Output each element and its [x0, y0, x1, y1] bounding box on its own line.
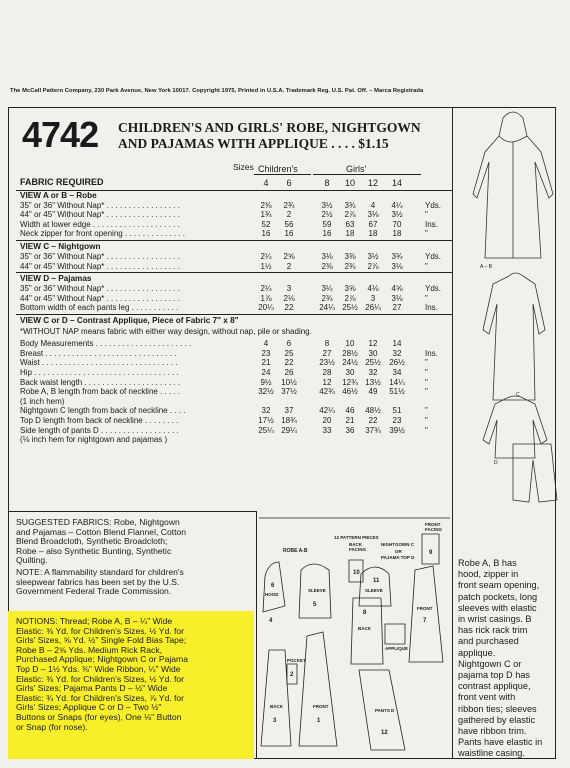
size-column-header: 10	[344, 178, 355, 188]
row-label: Bottom width of each pants leg . . . . . . . . . . .	[20, 303, 179, 313]
notions-line: Girls' Sizes; Pajama Pants D – ½" Wide	[16, 683, 168, 694]
view-c-label: C	[516, 392, 520, 398]
row-label: *WITHOUT NAP means fabric with either way design, without nap, pile or shading.	[20, 327, 312, 337]
table-cell: 63	[345, 219, 355, 229]
table-cell: 4	[263, 339, 269, 349]
notions-line: Girls' Sizes; Applique C or D – Two ½"	[16, 702, 162, 713]
table-cell: 26½	[389, 358, 405, 368]
table-cell: 12	[368, 339, 378, 349]
description-line: pajama top D has	[458, 670, 531, 681]
table-cell: 27	[392, 303, 402, 313]
table-cell: 32	[392, 348, 402, 358]
front-label: FRONT	[313, 704, 329, 709]
table-cell: 16	[261, 229, 271, 239]
table-cell: 25¼	[258, 425, 274, 435]
view-ab-label: A – B	[480, 264, 492, 270]
description-line: patch pockets, long	[458, 591, 538, 602]
table-cell: 10	[345, 339, 355, 349]
pajama-top-pieces-label: PAJAMA TOP D	[381, 555, 415, 560]
table-cell: 49	[368, 387, 378, 397]
nightgown-back-piece	[351, 598, 383, 664]
table-cell: 3½	[321, 201, 333, 210]
description-line: Nightgown C or	[458, 658, 522, 669]
back-piece	[261, 650, 294, 746]
table-cell: 2¼	[260, 252, 272, 262]
row-label: Waist . . . . . . . . . . . . . . . . . . . . . . . . . . . . . . .	[20, 358, 178, 368]
table-cell: 51	[392, 406, 402, 416]
description-line: front seam opening,	[458, 580, 540, 591]
description-line: waistline casing.	[458, 748, 525, 759]
table-cell: 28	[322, 367, 332, 377]
pattern-title	[118, 120, 448, 152]
size-column-header: 14	[391, 178, 402, 188]
section-rule	[16, 240, 452, 241]
table-cell: 39½	[389, 425, 405, 435]
row-unit: "	[425, 229, 428, 239]
row-label: 44" or 45" Without Nap* . . . . . . . . . . . . . . . . .	[20, 210, 180, 220]
table-cell: 32½	[258, 387, 274, 397]
row-label: Side length of pants D . . . . . . . . . . . . . . . . . .	[20, 425, 179, 435]
notions-line: Girls' Sizes, ⅝ Yd. ½" Single Fold Bias Tape;	[16, 635, 187, 646]
row-unit: "	[425, 377, 428, 387]
table-cell: 21	[261, 358, 271, 368]
table-cell: 21	[345, 415, 355, 425]
row-label: Neck zipper for front opening . . . . . . . . . . . . . .	[20, 229, 185, 239]
applique-label: APPLIQUE	[385, 646, 409, 651]
table-cell: 3	[286, 284, 292, 294]
table-cell: 23½	[319, 358, 335, 368]
table-cell: 2¾	[283, 201, 295, 210]
table-cell: 18	[392, 229, 402, 239]
size-column-header: 4	[263, 178, 269, 188]
table-cell: 22	[368, 415, 378, 425]
table-cell: 2⅛	[283, 293, 295, 303]
table-cell: 1⅞	[260, 293, 272, 303]
right-column-divider-lower	[452, 511, 453, 759]
pattern-pieces-diagram	[257, 514, 452, 759]
table-cell: 24½	[342, 358, 358, 368]
table-cell: 33	[322, 425, 332, 435]
description-line: in wrist casings. B	[458, 614, 532, 625]
pattern-number: 4742	[22, 114, 99, 155]
description-line: contrast applique,	[458, 681, 531, 692]
row-unit: Ins.	[425, 219, 438, 229]
or-label: OR	[395, 549, 402, 554]
piece-number: 11	[373, 578, 380, 584]
table-cell: 3⅝	[344, 284, 356, 294]
description-line: sleeves with elastic	[458, 602, 537, 613]
row-label: Breast . . . . . . . . . . . . . . . . . . . . . . . . . . . . . .	[20, 348, 177, 358]
table-cell: 23	[261, 348, 271, 358]
lower-left-top-rule	[8, 511, 256, 512]
row-unit: "	[425, 406, 428, 416]
table-cell: 2¾	[321, 293, 333, 303]
front-facing-piece	[422, 534, 439, 564]
description-line: have ribbon trim.	[458, 726, 527, 737]
table-cell: 20	[322, 415, 332, 425]
piece-number: 5	[313, 602, 317, 608]
table-cell: 2⅜	[260, 201, 272, 210]
suggested-fabrics-line: Quilting.	[16, 555, 48, 566]
table-cell: 37	[284, 406, 294, 416]
row-label: (1 inch hem)	[20, 396, 65, 406]
row-unit: Ins.	[425, 348, 438, 358]
table-cell: 32	[261, 406, 271, 416]
table-cell: 3	[370, 293, 376, 303]
notions-line: Robe B – 2⅝ Yds. Medium Rick Rack,	[16, 644, 162, 655]
size-column-header: 12	[367, 178, 378, 188]
table-cell: 18	[345, 229, 355, 239]
suggested-fabrics-line: and Pajamas – Cotton Blend Flannel, Cotton	[16, 526, 187, 537]
table-cell: 4¼	[391, 201, 403, 210]
suggested-fabrics	[16, 518, 256, 566]
table-cell: 24¼	[319, 303, 335, 313]
table-cell: 22	[284, 303, 294, 313]
row-label: 44" or 45" Without Nap* . . . . . . . . . . . . . . . . .	[20, 261, 180, 271]
table-cell: 4⅝	[391, 284, 403, 294]
piece-number: 12	[381, 730, 388, 736]
table-cell: 25½	[365, 358, 381, 368]
garment-description	[458, 558, 558, 760]
notions-panel	[8, 611, 254, 759]
table-cell: 34	[392, 367, 402, 377]
description-line: ribbon ties; sleeves	[458, 703, 537, 714]
table-cell: 23	[392, 415, 402, 425]
suggested-fabrics-line: Robe – also Synthetic Bunting, Synthetic	[16, 545, 172, 556]
table-cell: 27	[322, 348, 332, 358]
piece-number: 1	[317, 718, 321, 724]
nightgown-pieces-label: NIGHTGOWN C	[381, 542, 414, 547]
piece-number: 6	[271, 583, 275, 589]
piece-number: 7	[423, 618, 427, 624]
table-cell: 30	[368, 348, 378, 358]
suggested-fabrics-line: Blend Broadcloth, Synthetic Broadcloth;	[16, 536, 168, 547]
row-unit: "	[425, 425, 428, 435]
childrens-label: Children's	[258, 164, 298, 174]
row-label: 35" or 36" Without Nap* . . . . . . . . . . . . . . . . .	[20, 201, 180, 210]
back-label: BACK	[270, 704, 283, 709]
row-label: VIEW C – Nightgown	[20, 242, 101, 252]
view-d-label: D	[494, 460, 498, 466]
pants-label: PANTS D	[375, 708, 395, 713]
table-cell: 51½	[389, 387, 405, 397]
table-cell: 12	[322, 377, 332, 387]
table-cell: 59	[322, 219, 332, 229]
notions-line: Elastic: ⅜ Yd. for Children's Sizes, ½ Yd. for	[16, 625, 185, 636]
table-cell: 2	[286, 210, 292, 220]
table-cell: 14	[392, 339, 402, 349]
row-unit: "	[425, 415, 428, 425]
table-cell: 2½	[321, 210, 333, 220]
row-label: Top D length from back of neckline . . . . . . . .	[20, 415, 179, 425]
table-cell: 2¾	[344, 261, 356, 271]
description-line: and purchased	[458, 636, 519, 647]
description-line: has rick rack trim	[458, 625, 528, 636]
description-line: Robe A, B has	[458, 558, 517, 568]
table-cell: 2⅝	[283, 252, 295, 262]
piece-number: 2	[290, 672, 294, 678]
pattern-title-line1: CHILDREN'S AND GIRLS' ROBE, NIGHTGOWN	[118, 120, 421, 135]
nightgown-front-label: FRONT	[417, 606, 433, 611]
flammability-line: Government Federal Trade Commission.	[16, 586, 172, 597]
table-cell: 24	[261, 367, 271, 377]
table-cell: 42¼	[319, 406, 335, 416]
piece-number: 4	[269, 618, 273, 624]
table-cell: 16	[322, 229, 332, 239]
table-cell: 46	[345, 406, 355, 416]
nightgown-sleeve-piece	[359, 567, 391, 606]
notions-line: NOTIONS: Thread; Robe A, B – ¼" Wide	[16, 616, 173, 626]
row-label: 44" or 45" Without Nap* . . . . . . . . . . . . . . . . .	[20, 293, 180, 303]
piece-number: 9	[429, 550, 433, 556]
fabric-required-heading: FABRIC REQUIRED	[20, 177, 104, 187]
table-cell: 3½	[367, 252, 379, 262]
description-line: Pants have elastic in	[458, 737, 543, 748]
table-cell: 70	[392, 219, 402, 229]
table-cell: 36	[345, 425, 355, 435]
notions-line: or Snap (for nose).	[16, 721, 88, 732]
table-cell: 17½	[258, 415, 274, 425]
sizes-label: Sizes	[233, 162, 254, 172]
table-cell: 32	[368, 367, 378, 377]
table-cell: 3⅛	[391, 293, 403, 303]
row-unit: "	[425, 358, 428, 368]
table-cell: 1¾	[260, 210, 272, 220]
section-rule	[16, 272, 452, 273]
table-cell: 22	[284, 358, 294, 368]
notions-text	[16, 617, 252, 732]
piece-number: 10	[353, 570, 360, 576]
table-cell: 2	[286, 261, 292, 271]
row-unit: Yds.	[425, 201, 442, 210]
notions-line: Buttons or Snaps (for eyes), One ⅛" Button	[16, 711, 182, 722]
flammability-line: sleepwear fabrics has been set by the U.S.	[16, 576, 180, 587]
sleeve-label: SLEEVE	[308, 588, 326, 593]
table-cell: 8	[324, 339, 330, 349]
piece-number: 3	[273, 718, 277, 724]
table-cell: 3⅛	[321, 252, 333, 262]
table-cell: 12¾	[342, 377, 358, 387]
table-cell: 18¾	[281, 415, 297, 425]
notions-line: Purchased Applique; Nightgown C or Pajama	[16, 654, 188, 665]
row-label: VIEW A or B – Robe	[20, 191, 97, 200]
notions-line: Elastic: ⅜ Yd. for Children's Sizes, ½ Yd. for	[16, 673, 185, 684]
description-line: front vent with	[458, 692, 516, 703]
girls-underline	[313, 174, 421, 175]
robe-pieces-label: ROBE A-B	[283, 548, 308, 554]
row-label: Width at lower edge . . . . . . . . . . . . . . . . . . . .	[20, 219, 180, 229]
suggested-fabrics-line: SUGGESTED FABRICS: Robe, Nightgown	[16, 517, 180, 527]
table-cell: 2⅞	[367, 261, 379, 271]
row-label: Nightgown C length from back of neckline . . . .	[20, 406, 186, 416]
nightgown-front-piece	[409, 566, 443, 662]
table-cell: 3⅜	[344, 252, 356, 262]
notions-line: Top D – 1½ Yds. ⅜" Wide Ribbon, ¼" Wide	[16, 663, 181, 674]
row-label: Body Measurements . . . . . . . . . . . . . . . . . . . . . .	[20, 339, 192, 349]
table-cell: 37½	[281, 387, 297, 397]
row-label: (⅛ inch hem for nightgown and pajamas )	[20, 435, 168, 445]
row-label: Back waist length . . . . . . . . . . . . . . . . . . . . . .	[20, 377, 181, 387]
row-unit: "	[425, 261, 428, 271]
row-label: 35" or 36" Without Nap* . . . . . . . . . . . . . . . . .	[20, 252, 180, 262]
section-rule	[16, 314, 452, 315]
table-cell: 13½	[365, 377, 381, 387]
table-cell: 25½	[342, 303, 358, 313]
garment-illustrations	[453, 108, 568, 508]
row-label: 35" or 36" Without Nap* . . . . . . . . . . . . . . . . .	[20, 284, 180, 294]
row-unit: "	[425, 367, 428, 377]
pocket-label: POCKET	[287, 658, 306, 663]
table-cell: 3¼	[321, 284, 333, 294]
description-line: gathered by elastic	[458, 714, 536, 725]
row-unit: "	[425, 210, 428, 220]
front-piece	[299, 632, 337, 746]
table-cell: 30	[345, 367, 355, 377]
table-cell: 10½	[281, 377, 297, 387]
flammability-note	[16, 568, 256, 597]
table-cell: 3⅛	[391, 261, 403, 271]
table-cell: 2⅞	[344, 293, 356, 303]
description-line: hood, zipper in	[458, 569, 519, 580]
robe-hood	[499, 112, 527, 142]
size-column-header: 6	[286, 178, 292, 188]
table-cell: 25	[284, 348, 294, 358]
back-facing-label: BACK FACING	[349, 542, 367, 552]
table-cell: 18	[368, 229, 378, 239]
row-unit: Yds.	[425, 284, 442, 294]
table-cell: 67	[368, 219, 378, 229]
table-cell: 29¼	[281, 425, 297, 435]
table-cell: 2⅞	[344, 210, 356, 220]
table-cell: 48½	[365, 406, 381, 416]
table-cell: 56	[284, 219, 294, 229]
hood-label: HOOD	[265, 592, 279, 597]
table-cell: 14¼	[389, 377, 405, 387]
flammability-line: NOTE: A flammability standard for children's	[16, 567, 184, 577]
nightgown-body	[483, 273, 545, 400]
table-cell: 2¼	[260, 284, 272, 294]
row-label: VIEW C or D – Contrast Applique, Piece of Fabric 7" x 8"	[20, 316, 239, 326]
size-column-header: 8	[324, 178, 330, 188]
table-cell: 46½	[342, 387, 358, 397]
description-line: applique.	[458, 647, 496, 658]
table-cell: 37¾	[365, 425, 381, 435]
table-cell: 52	[261, 219, 271, 229]
pieces-title: 12 PATTERN PIECES	[334, 535, 379, 540]
table-cell: 3½	[391, 210, 403, 220]
table-cell: 3⅛	[367, 210, 379, 220]
childrens-underline	[254, 174, 311, 175]
table-cell: 16	[284, 229, 294, 239]
front-facing-label: FRONT FACING	[425, 522, 443, 532]
nightgown-sleeve-label: SLEEVE	[365, 588, 383, 593]
row-label: Hip . . . . . . . . . . . . . . . . . . . . . . . . . . . . . . . . .	[20, 367, 179, 377]
row-unit: Yds.	[425, 252, 442, 262]
pajama-top	[483, 396, 547, 458]
row-label: VIEW D – Pajamas	[20, 274, 92, 284]
applique-piece	[385, 624, 405, 644]
table-cell: 9½	[260, 377, 272, 387]
pattern-title-line2: AND PAJAMAS WITH APPLIQUE . . . . $1.15	[118, 136, 389, 151]
row-unit: "	[425, 387, 428, 397]
table-cell: 3¾	[344, 201, 356, 210]
row-unit: "	[425, 293, 428, 303]
row-label: Robe A, B length from back of neckline . . . . .	[20, 387, 181, 397]
table-cell: 1½	[260, 261, 272, 271]
table-cell: 6	[286, 339, 292, 349]
copyright-line: The McCall Pattern Company, 230 Park Avenue, New York 10017. Copyright 1975, Printed in U.S.A. Trademark Reg. U.S. Pat. Off. – Marca Registrada	[10, 88, 424, 94]
table-cell: 26	[284, 367, 294, 377]
table-cell: 2⅜	[321, 261, 333, 271]
table-cell: 42¾	[319, 387, 335, 397]
table-cell: 3¾	[391, 252, 403, 262]
piece-number: 8	[363, 610, 367, 616]
notions-line: Elastic: ¾ Yd. for Children's Sizes, ⅞ Yd. for	[16, 692, 185, 703]
row-unit: Ins.	[425, 303, 438, 313]
table-cell: 26¼	[365, 303, 381, 313]
table-cell: 28½	[342, 348, 358, 358]
table-cell: 20¼	[258, 303, 274, 313]
table-cell: 4⅛	[367, 284, 379, 294]
nightgown-back-label: BACK	[358, 626, 371, 631]
girls-label: Girls'	[346, 164, 367, 174]
table-cell: 4	[370, 201, 376, 210]
